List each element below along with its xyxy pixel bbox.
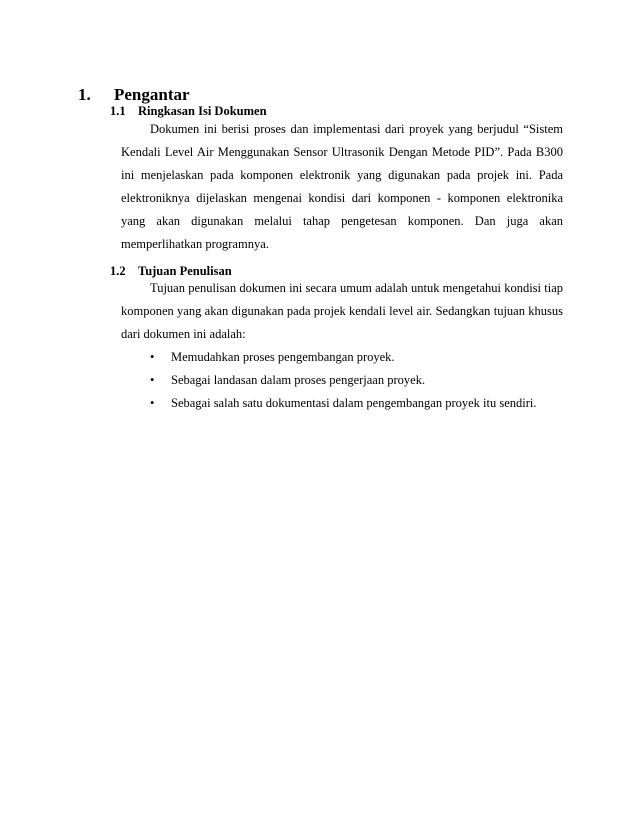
list-item (150, 346, 580, 369)
bullet-icon: • (150, 396, 155, 410)
section-title: Pengantar (114, 85, 190, 104)
bullet-icon: • (150, 350, 155, 364)
subsection-title: Ringkasan Isi Dokumen (138, 104, 267, 118)
list-item-text: Memudahkan proses pengembangan proyek. (171, 350, 395, 364)
list-item (150, 369, 580, 392)
purpose-bullet-list (150, 346, 580, 415)
list-item (150, 392, 580, 415)
subsection-title: Tujuan Penulisan (138, 264, 232, 278)
subsection-number: 1.2 (110, 264, 126, 278)
list-item-text: Sebagai salah satu dokumentasi dalam pengembangan proyek itu sendiri. (171, 396, 537, 410)
purpose-paragraph: Tujuan penulisan dokumen ini secara umum adalah untuk mengetahui kondisi tiap komponen yang akan digunakan pada projek kendali level air. Sedangkan tujuan khusus dari dokumen ini adalah: (121, 281, 563, 341)
subsection-heading-1-1 (110, 103, 267, 119)
bullet-icon: • (150, 373, 155, 387)
list-item-text: Sebagai landasan dalam proses pengerjaan proyek. (171, 373, 426, 387)
subsection-number: 1.1 (110, 104, 126, 118)
summary-paragraph: Dokumen ini berisi proses dan implementasi dari proyek yang berjudul “Sistem Kendali Level Air Menggunakan Sensor Ultrasonik Dengan Metode PID”. Pada B300 ini menjelaskan pada komponen elektronik yang digunakan pada projek ini. Pada elektroniknya dijelaskan mengenai kondisi dari komponen - komponen elektronika yang akan digunakan melalui tahap pengetesan komponen. Dan juga akan memperlihatkan programnya. (121, 122, 563, 251)
section-heading (78, 85, 190, 105)
section-number: 1. (78, 85, 91, 104)
